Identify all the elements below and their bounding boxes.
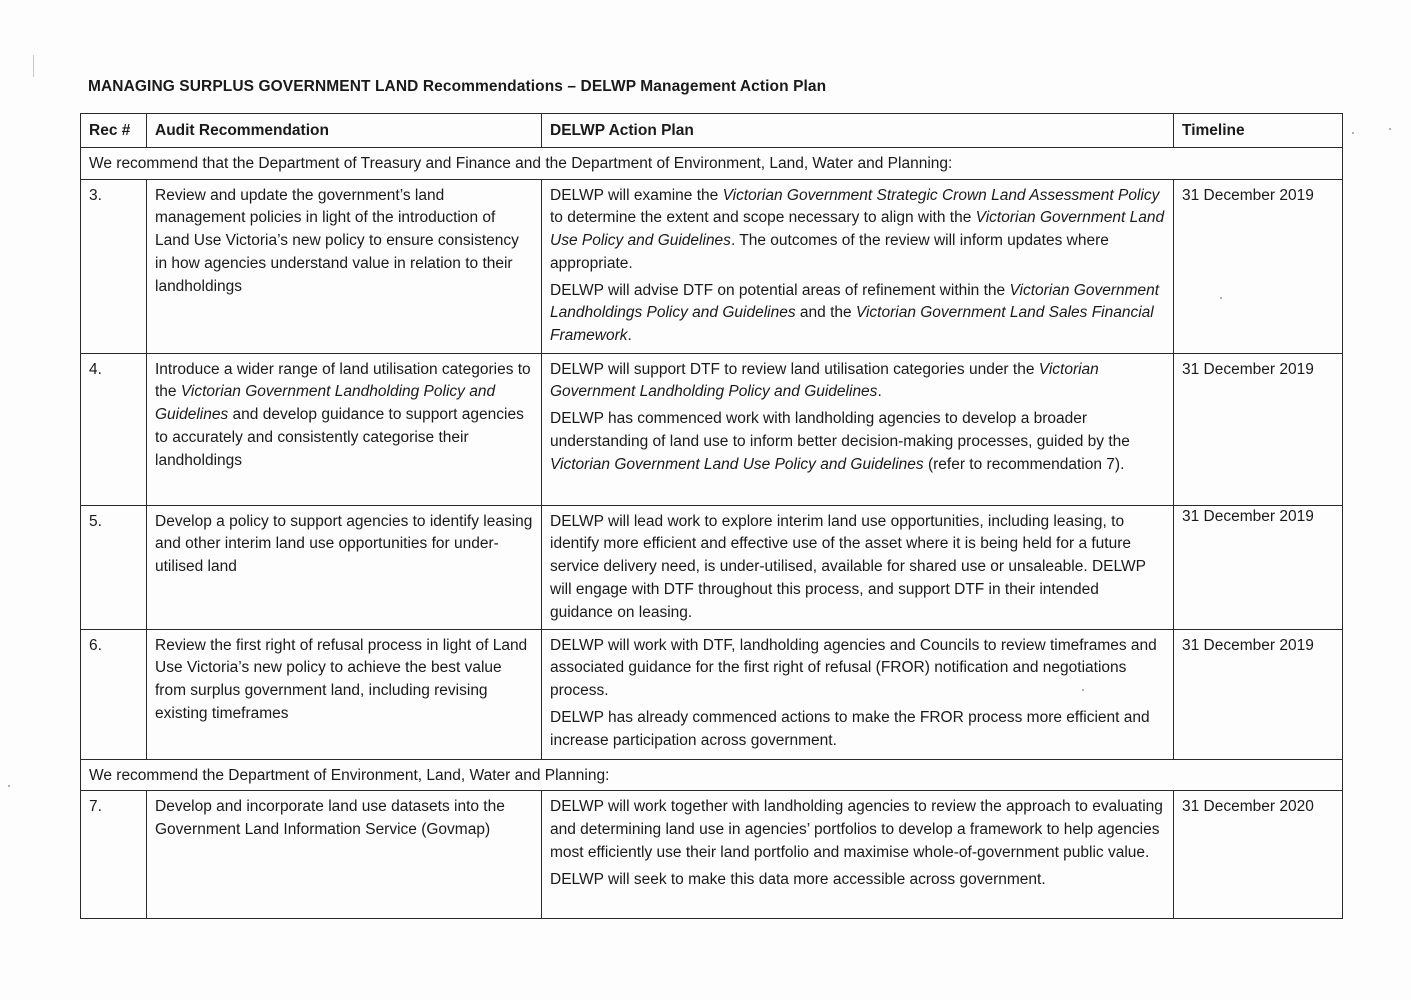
italic-title-text: Victorian Government Landholding Policy and Guidelines bbox=[550, 360, 1099, 401]
timeline-cell: 31 December 2019 bbox=[1174, 629, 1343, 759]
scan-speck bbox=[1220, 297, 1222, 299]
rec-number: 7. bbox=[81, 791, 147, 919]
timeline-cell: 31 December 2019 bbox=[1174, 179, 1343, 353]
action-paragraph bbox=[550, 185, 1165, 276]
audit-recommendation-cell bbox=[147, 353, 542, 505]
action-plan-table bbox=[80, 113, 1343, 919]
section-row-dtf-delwp bbox=[81, 148, 1343, 180]
section-row-delwp bbox=[81, 759, 1343, 791]
body-text: Develop a policy to support agencies to identify leasing and other interim land use opportunities for under-utilised land bbox=[155, 512, 533, 576]
table-header-row bbox=[81, 114, 1343, 148]
action-paragraph bbox=[550, 635, 1165, 703]
scan-speck bbox=[1082, 689, 1084, 691]
italic-title-text: Victorian Government Strategic Crown Land Assessment Policy bbox=[722, 186, 1160, 204]
action-plan-cell bbox=[542, 353, 1174, 505]
body-text: DELWP has commenced work with landholding agencies to develop a broader understanding of land use to inform better decision-making processes, guided by the bbox=[550, 410, 1130, 450]
scan-speck bbox=[1352, 132, 1354, 134]
action-paragraph bbox=[550, 511, 1165, 625]
scan-speck bbox=[8, 785, 10, 787]
body-text: DELWP will work with DTF, landholding agencies and Councils to review timeframes and associated guidance for the first right of refusal (FROR) notification and negotiations process. bbox=[550, 636, 1157, 700]
italic-title-text: Victorian Government Landholdings Policy and Guidelines bbox=[550, 281, 1160, 322]
body-text: DELWP will examine the bbox=[550, 186, 723, 204]
body-text: . bbox=[627, 326, 632, 344]
body-text: Introduce a wider range of land utilisation categories to the bbox=[155, 360, 531, 401]
timeline-cell: 31 December 2019 bbox=[1174, 505, 1343, 629]
body-text: Review and update the government’s land management policies in light of the introduction of Land Use Victoria’s new policy to ensure consistency in how agencies understand value in relation to their landholdings bbox=[155, 186, 519, 295]
audit-recommendation-cell bbox=[147, 791, 542, 919]
action-paragraph bbox=[550, 707, 1165, 752]
table-row bbox=[81, 353, 1343, 505]
table-row bbox=[81, 629, 1343, 759]
body-text: to determine the extent and scope necessary to align with the bbox=[550, 209, 976, 227]
header-timeline: Timeline bbox=[1174, 114, 1343, 148]
action-plan-cell bbox=[542, 179, 1174, 353]
table-row bbox=[81, 791, 1343, 919]
audit-recommendation-cell bbox=[147, 629, 542, 759]
action-plan-cell bbox=[542, 629, 1174, 759]
rec-number: 5. bbox=[81, 505, 147, 629]
rec-number: 4. bbox=[81, 353, 147, 505]
body-text: . bbox=[877, 383, 882, 401]
table-row bbox=[81, 505, 1343, 629]
body-text: DELWP will advise DTF on potential areas of refinement within the bbox=[550, 281, 1010, 299]
timeline-cell: 31 December 2019 bbox=[1174, 353, 1343, 505]
action-plan-cell bbox=[542, 791, 1174, 919]
action-plan-cell bbox=[542, 505, 1174, 629]
italic-title-text: Victorian Government Land Sales Financial Framework bbox=[550, 304, 1154, 344]
body-text: and develop guidance to support agencies to accurately and consistently categorise their landholdings bbox=[155, 406, 524, 469]
action-paragraph bbox=[550, 280, 1165, 348]
body-text: DELWP will lead work to explore interim land use opportunities, including leasing, to identify more efficient and effective use of the asset where it is being held for a future service delivery need, is under-utilised, available for shared use or unsaleable. DELWP will engage with DTF throughout this process, and support DTF in their intended guidance on leasing. bbox=[550, 512, 1146, 621]
italic-title-text: Victorian Government Land Use Policy and Guidelines bbox=[550, 455, 924, 473]
table-row bbox=[81, 179, 1343, 353]
body-text: (refer to recommendation 7). bbox=[923, 455, 1125, 473]
audit-recommendation-cell bbox=[147, 179, 542, 353]
rec-number: 6. bbox=[81, 629, 147, 759]
header-rec: Rec # bbox=[81, 114, 147, 148]
audit-recommendation-cell bbox=[147, 505, 542, 629]
body-text: DELWP will support DTF to review land utilisation categories under the bbox=[550, 360, 1039, 378]
rec-number: 3. bbox=[81, 179, 147, 353]
action-paragraph bbox=[550, 869, 1165, 892]
italic-title-text: Victorian Government Landholding Policy and Guidelines bbox=[155, 383, 496, 424]
header-action-plan: DELWP Action Plan bbox=[542, 114, 1174, 148]
italic-title-text: Victorian Government Land Use Policy and Guidelines bbox=[550, 209, 1165, 250]
body-text: DELWP will work together with landholding agencies to review the approach to evaluating and determining land use in agencies’ portfolios to develop a framework to help agencies most efficiently use their land portfolio and maximise whole-of-government public value. bbox=[550, 798, 1163, 861]
body-text: Develop and incorporate land use datasets into the Government Land Information Service (Govmap) bbox=[155, 798, 505, 839]
document-title: MANAGING SURPLUS GOVERNMENT LAND Recommendations – DELWP Management Action Plan bbox=[88, 78, 827, 95]
body-text: Review the first right of refusal process in light of Land Use Victoria’s new policy to achieve the best value from surplus government land, including revising existing timeframes bbox=[155, 636, 528, 722]
body-text: DELWP will seek to make this data more accessible across government. bbox=[550, 870, 1046, 888]
section-text: We recommend that the Department of Treasury and Finance and the Department of Environment, Land, Water and Planning: bbox=[81, 148, 1343, 180]
body-text: . The outcomes of the review will inform updates where appropriate. bbox=[550, 232, 1109, 272]
scan-edge-mark bbox=[33, 55, 34, 77]
section-text: We recommend the Department of Environment, Land, Water and Planning: bbox=[81, 759, 1343, 791]
body-text: DELWP has already commenced actions to make the FROR process more efficient and increase participation across government. bbox=[550, 708, 1150, 749]
header-audit-recommendation: Audit Recommendation bbox=[147, 114, 542, 148]
scan-speck bbox=[1389, 128, 1391, 130]
action-paragraph bbox=[550, 796, 1165, 864]
action-paragraph bbox=[550, 359, 1165, 404]
body-text: and the bbox=[795, 304, 856, 322]
action-paragraph bbox=[550, 408, 1165, 476]
timeline-cell: 31 December 2020 bbox=[1174, 791, 1343, 919]
